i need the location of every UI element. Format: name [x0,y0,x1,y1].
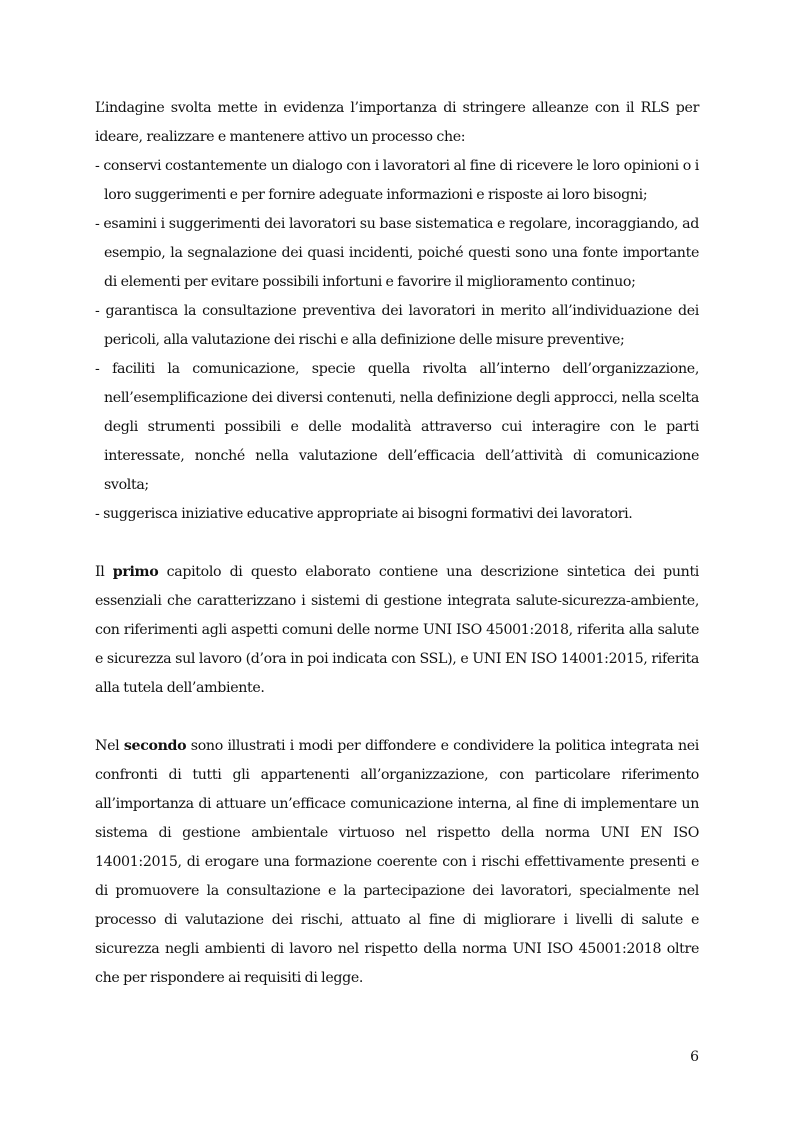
paragraph-lead: Il [95,564,113,580]
page-number: 6 [690,1049,699,1065]
paragraph-emphasis: secondo [123,738,187,754]
paragraph-lead: Nel [95,738,124,754]
document-body [95,94,699,993]
paragraph-text: capitolo di questo elaborato contiene una descrizione sintetica dei punti essenziali che caratterizzano i sistemi di gestione integrata salute-sicurezza-ambiente, con riferimenti agli aspetti comuni delle norme UNI ISO 45001:2018, riferita alla salute e sicurezza sul lavoro (d’ora in poi indicata con SSL), e UNI EN ISO 14001:2015, riferita alla tutela dell’ambiente. [95,564,699,696]
paragraph-text: sono illustrati i modi per diffondere e condividere la politica integrata nei confronti di tutti gli appartenenti all’organizzazione, con particolare riferimento all’importanza di attuare un’efficace comunicazione interna, al fine di implementare un sistema di gestione ambientale virtuoso nel rispetto della norma UNI EN ISO 14001:2015, di erogare una formazione coerente con i rischi effettivamente presenti e di promuovere la consultazione e la partecipazione dei lavoratori, specialmente nel processo di valutazione dei rischi, attuato al fine di migliorare i livelli di salute e sicurezza negli ambienti di lavoro nel rispetto della norma UNI ISO 45001:2018 oltre che per rispondere ai requisiti di legge. [95,738,699,986]
paragraph-emphasis: primo [112,564,159,580]
paragraph-spacer [95,703,699,732]
second-chapter-paragraph [95,732,699,993]
intro-paragraph: L’indagine svolta mette in evidenza l’importanza di stringere alleanze con il RLS per ideare, realizzare e mantenere attivo un processo che: [95,100,699,145]
paragraph-spacer [95,529,699,558]
list-item: - conservi costantemente un dialogo con i lavoratori al fine di ricevere le loro opinioni o i loro suggerimenti e per fornire adeguate informazioni e risposte ai loro bisogni; [95,158,699,203]
list-item: - garantisca la consultazione preventiva dei lavoratori in merito all’individuazione dei pericoli, alla valutazione dei rischi e alla definizione delle misure preventive; [95,303,699,348]
list-item: - esamini i suggerimenti dei lavoratori su base sistematica e regolare, incoraggiando, ad esempio, la segnalazione dei quasi incidenti, poiché questi sono una fonte importante di elementi per evitare possibili infortuni e favorire il miglioramento continuo; [95,216,699,290]
first-chapter-paragraph [95,558,699,703]
requirements-list [95,152,699,529]
list-item: - suggerisca iniziative educative appropriate ai bisogni formativi dei lavoratori. [95,506,633,522]
list-item: - faciliti la comunicazione, specie quella rivolta all’interno dell’organizzazione, nell’esemplificazione dei diversi contenuti, nella definizione degli approcci, nella scelta degli strumenti possibili e delle modalità attraverso cui interagire con le parti interessate, nonché nella valutazione dell’efficacia dell’attività di comunicazione svolta; [95,361,699,493]
